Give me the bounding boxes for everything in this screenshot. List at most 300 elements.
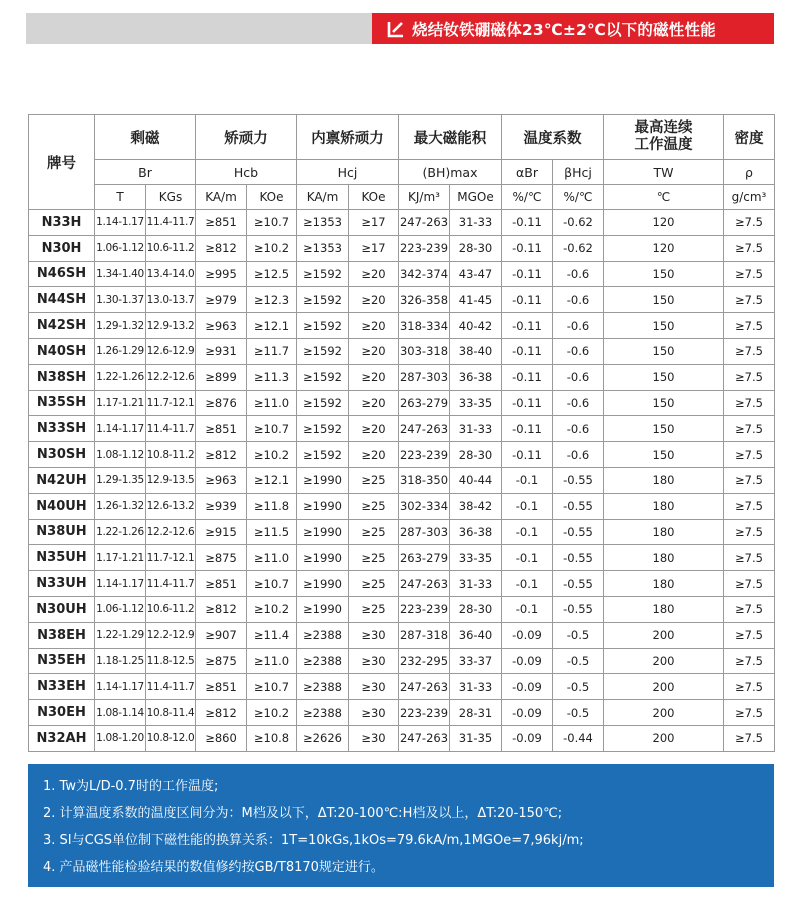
br-kgs-cell: 11.4-11.7: [146, 210, 196, 236]
rho-symbol: ρ: [724, 160, 775, 185]
hcj-koe-cell: ≥30: [349, 700, 399, 726]
density-cell: ≥7.5: [724, 674, 775, 700]
header-row-groups: [29, 115, 775, 160]
br-kgs-cell: 11.7-12.1: [146, 390, 196, 416]
hcj-kam-cell: ≥1990: [297, 596, 349, 622]
hcj-kam-cell: ≥1592: [297, 313, 349, 339]
hcb-kam-cell: ≥860: [196, 725, 247, 751]
beta-hcj-cell: -0.6: [553, 390, 604, 416]
max-work-temp-cell: 120: [604, 210, 724, 236]
bhmax-kjm3-cell: 247-263: [399, 416, 450, 442]
table-row: [29, 390, 775, 416]
bhmax-kjm3-cell: 223-239: [399, 700, 450, 726]
bhmax-mgoe-cell: 33-37: [450, 648, 502, 674]
max-work-temp-cell: 150: [604, 390, 724, 416]
density-cell: ≥7.5: [724, 390, 775, 416]
beta-hcj-cell: -0.55: [553, 519, 604, 545]
grade-cell: N35SH: [29, 390, 95, 416]
br-kgs-cell: 11.4-11.7: [146, 416, 196, 442]
max-work-temp-cell: 180: [604, 596, 724, 622]
grade-cell: N30EH: [29, 700, 95, 726]
hcb-kam-cell: ≥907: [196, 622, 247, 648]
hcj-koe-cell: ≥20: [349, 416, 399, 442]
hcb-kam-cell: ≥851: [196, 571, 247, 597]
alpha-br-cell: -0.11: [502, 364, 553, 390]
intrinsic-coercivity-header: 内禀矫顽力: [297, 115, 399, 160]
hcb-kam-cell: ≥812: [196, 235, 247, 261]
density-cell: ≥7.5: [724, 467, 775, 493]
bhmax-kjm3-cell: 318-350: [399, 467, 450, 493]
alpha-br-cell: -0.1: [502, 467, 553, 493]
hcj-koe-cell: ≥30: [349, 622, 399, 648]
hcb-koe-cell: ≥11.0: [247, 648, 297, 674]
table-body: [29, 210, 775, 752]
hcj-koe-cell: ≥20: [349, 442, 399, 468]
hcb-kam-cell: ≥915: [196, 519, 247, 545]
unit-gcm3: g/cm³: [724, 185, 775, 210]
bhmax-mgoe-cell: 40-44: [450, 467, 502, 493]
hcb-koe-cell: ≥11.8: [247, 493, 297, 519]
hcb-kam-cell: ≥931: [196, 338, 247, 364]
hcj-koe-cell: ≥25: [349, 545, 399, 571]
bhmax-symbol: (BH)max: [399, 160, 502, 185]
hcb-koe-cell: ≥11.7: [247, 338, 297, 364]
table-row: [29, 596, 775, 622]
grade-cell: N33UH: [29, 571, 95, 597]
hcj-kam-cell: ≥1592: [297, 364, 349, 390]
bhmax-mgoe-cell: 28-30: [450, 442, 502, 468]
hcj-kam-cell: ≥2388: [297, 648, 349, 674]
beta-hcj-cell: -0.5: [553, 700, 604, 726]
alpha-br-cell: -0.11: [502, 442, 553, 468]
hcj-koe-cell: ≥25: [349, 596, 399, 622]
max-work-temp-cell: 200: [604, 674, 724, 700]
table-row: [29, 235, 775, 261]
grade-cell: N32AH: [29, 725, 95, 751]
hcb-koe-cell: ≥10.2: [247, 235, 297, 261]
br-symbol: Br: [95, 160, 196, 185]
grade-cell: N35UH: [29, 545, 95, 571]
unit-alpha: %/℃: [502, 185, 553, 210]
unit-kam-hcj: KA/m: [297, 185, 349, 210]
br-tesla-cell: 1.08-1.20: [95, 725, 146, 751]
hcb-kam-cell: ≥899: [196, 364, 247, 390]
br-tesla-cell: 1.34-1.40: [95, 261, 146, 287]
beta-hcj-symbol: βHcj: [553, 160, 604, 185]
density-cell: ≥7.5: [724, 442, 775, 468]
beta-hcj-cell: -0.5: [553, 648, 604, 674]
remanence-header: 剩磁: [95, 115, 196, 160]
unit-kgs: KGs: [146, 185, 196, 210]
table-row: [29, 261, 775, 287]
density-cell: ≥7.5: [724, 493, 775, 519]
grade-cell: N30UH: [29, 596, 95, 622]
grade-cell: N46SH: [29, 261, 95, 287]
title-banner: [372, 13, 774, 44]
table-row: [29, 364, 775, 390]
table-row: [29, 467, 775, 493]
bhmax-mgoe-cell: 38-42: [450, 493, 502, 519]
max-work-temp-cell: 180: [604, 493, 724, 519]
density-cell: ≥7.5: [724, 648, 775, 674]
hcb-koe-cell: ≥10.2: [247, 700, 297, 726]
bhmax-mgoe-cell: 33-35: [450, 390, 502, 416]
hcb-kam-cell: ≥875: [196, 648, 247, 674]
bhmax-kjm3-cell: 223-239: [399, 596, 450, 622]
br-tesla-cell: 1.06-1.12: [95, 235, 146, 261]
beta-hcj-cell: -0.6: [553, 338, 604, 364]
bhmax-mgoe-cell: 38-40: [450, 338, 502, 364]
hcj-koe-cell: ≥20: [349, 390, 399, 416]
grade-cell: N44SH: [29, 287, 95, 313]
coercivity-header: 矫顽力: [196, 115, 297, 160]
hcj-kam-cell: ≥1592: [297, 416, 349, 442]
hcj-koe-cell: ≥20: [349, 261, 399, 287]
bhmax-kjm3-cell: 342-374: [399, 261, 450, 287]
br-kgs-cell: 10.8-12.0: [146, 725, 196, 751]
note-item: 2. 计算温度系数的温度区间分为：M档及以下，ΔT:20-100℃:H档及以上，ΔT:20-150℃;: [43, 806, 563, 821]
hcj-kam-cell: ≥2388: [297, 622, 349, 648]
table-row: [29, 313, 775, 339]
header-bar: [26, 13, 774, 44]
bhmax-kjm3-cell: 247-263: [399, 210, 450, 236]
hcj-kam-cell: ≥1990: [297, 519, 349, 545]
unit-t: T: [95, 185, 146, 210]
bhmax-mgoe-cell: 31-33: [450, 674, 502, 700]
bhmax-mgoe-cell: 31-35: [450, 725, 502, 751]
table-row: [29, 545, 775, 571]
hcb-koe-cell: ≥11.0: [247, 545, 297, 571]
bhmax-mgoe-cell: 31-33: [450, 416, 502, 442]
density-cell: ≥7.5: [724, 596, 775, 622]
alpha-br-cell: -0.11: [502, 313, 553, 339]
max-work-temp-cell: 180: [604, 467, 724, 493]
alpha-br-cell: -0.11: [502, 338, 553, 364]
alpha-br-cell: -0.11: [502, 390, 553, 416]
grade-cell: N40UH: [29, 493, 95, 519]
bhmax-mgoe-cell: 36-38: [450, 519, 502, 545]
unit-kam-hcb: KA/m: [196, 185, 247, 210]
max-work-temp-cell: 200: [604, 700, 724, 726]
beta-hcj-cell: -0.5: [553, 674, 604, 700]
hcj-kam-cell: ≥1990: [297, 545, 349, 571]
grade-cell: N33EH: [29, 674, 95, 700]
hcb-koe-cell: ≥12.3: [247, 287, 297, 313]
br-tesla-cell: 1.17-1.21: [95, 545, 146, 571]
table-row: [29, 622, 775, 648]
max-work-temp-cell: 200: [604, 622, 724, 648]
bhmax-mgoe-cell: 33-35: [450, 545, 502, 571]
bhmax-mgoe-cell: 36-40: [450, 622, 502, 648]
hcb-koe-cell: ≥11.0: [247, 390, 297, 416]
bhmax-mgoe-cell: 31-33: [450, 571, 502, 597]
alpha-br-cell: -0.11: [502, 287, 553, 313]
br-kgs-cell: 12.9-13.5: [146, 467, 196, 493]
br-tesla-cell: 1.14-1.17: [95, 571, 146, 597]
temperature-coefficient-header: 温度系数: [502, 115, 604, 160]
page-title: 烧结钕铁硼磁体23℃±2℃以下的磁性性能: [412, 20, 716, 39]
table-row: [29, 519, 775, 545]
alpha-br-cell: -0.11: [502, 416, 553, 442]
hcj-koe-cell: ≥20: [349, 338, 399, 364]
hcb-koe-cell: ≥10.7: [247, 674, 297, 700]
hcj-koe-cell: ≥17: [349, 235, 399, 261]
max-work-temp-cell: 150: [604, 338, 724, 364]
alpha-br-cell: -0.09: [502, 622, 553, 648]
grade-cell: N38UH: [29, 519, 95, 545]
hcb-koe-cell: ≥10.7: [247, 571, 297, 597]
density-cell: ≥7.5: [724, 725, 775, 751]
bhmax-mgoe-cell: 28-30: [450, 235, 502, 261]
br-kgs-cell: 11.4-11.7: [146, 674, 196, 700]
br-tesla-cell: 1.30-1.37: [95, 287, 146, 313]
max-work-temp-cell: 180: [604, 571, 724, 597]
table-row: [29, 674, 775, 700]
br-kgs-cell: 13.0-13.7: [146, 287, 196, 313]
beta-hcj-cell: -0.44: [553, 725, 604, 751]
max-work-temp-cell: 200: [604, 648, 724, 674]
hcb-kam-cell: ≥851: [196, 674, 247, 700]
br-kgs-cell: 11.7-12.1: [146, 545, 196, 571]
max-work-temp-cell: 150: [604, 313, 724, 339]
max-work-temp-cell: 150: [604, 442, 724, 468]
bhmax-kjm3-cell: 232-295: [399, 648, 450, 674]
hcb-koe-cell: ≥10.8: [247, 725, 297, 751]
bhmax-kjm3-cell: 287-303: [399, 519, 450, 545]
magnetic-properties-table: [28, 114, 775, 752]
density-cell: ≥7.5: [724, 313, 775, 339]
hcj-kam-cell: ≥1592: [297, 442, 349, 468]
bhmax-mgoe-cell: 40-42: [450, 313, 502, 339]
hcb-kam-cell: ≥812: [196, 700, 247, 726]
br-kgs-cell: 12.9-13.2: [146, 313, 196, 339]
beta-hcj-cell: -0.6: [553, 416, 604, 442]
beta-hcj-cell: -0.62: [553, 235, 604, 261]
bhmax-kjm3-cell: 263-279: [399, 390, 450, 416]
beta-hcj-cell: -0.55: [553, 545, 604, 571]
density-cell: ≥7.5: [724, 338, 775, 364]
bhmax-kjm3-cell: 247-263: [399, 674, 450, 700]
hcb-kam-cell: ≥963: [196, 467, 247, 493]
note-item: 1. Tw为L/D-0.7时的工作温度;: [43, 779, 219, 794]
hcb-kam-cell: ≥851: [196, 210, 247, 236]
notes-panel: [28, 764, 774, 887]
hcb-kam-cell: ≥995: [196, 261, 247, 287]
max-work-temp-cell: 180: [604, 519, 724, 545]
table-row: [29, 442, 775, 468]
hcb-kam-cell: ≥851: [196, 416, 247, 442]
max-energy-product-header: 最大磁能积: [399, 115, 502, 160]
br-tesla-cell: 1.26-1.29: [95, 338, 146, 364]
table-row: [29, 287, 775, 313]
br-kgs-cell: 12.6-12.9: [146, 338, 196, 364]
beta-hcj-cell: -0.6: [553, 313, 604, 339]
bhmax-kjm3-cell: 247-263: [399, 725, 450, 751]
alpha-br-cell: -0.11: [502, 210, 553, 236]
br-kgs-cell: 12.2-12.6: [146, 364, 196, 390]
alpha-br-cell: -0.1: [502, 519, 553, 545]
max-work-temp-cell: 120: [604, 235, 724, 261]
br-kgs-cell: 12.6-13.2: [146, 493, 196, 519]
hcb-koe-cell: ≥10.7: [247, 416, 297, 442]
alpha-br-cell: -0.11: [502, 235, 553, 261]
br-tesla-cell: 1.22-1.29: [95, 622, 146, 648]
br-kgs-cell: 10.6-11.2: [146, 235, 196, 261]
hcj-kam-cell: ≥2388: [297, 700, 349, 726]
bhmax-kjm3-cell: 247-263: [399, 571, 450, 597]
br-tesla-cell: 1.17-1.21: [95, 390, 146, 416]
hcj-koe-cell: ≥17: [349, 210, 399, 236]
hcj-kam-cell: ≥2388: [297, 674, 349, 700]
beta-hcj-cell: -0.6: [553, 442, 604, 468]
beta-hcj-cell: -0.55: [553, 596, 604, 622]
hcj-koe-cell: ≥25: [349, 519, 399, 545]
br-kgs-cell: 11.8-12.5: [146, 648, 196, 674]
hcj-kam-cell: ≥1592: [297, 338, 349, 364]
alpha-br-cell: -0.1: [502, 596, 553, 622]
table-row: [29, 210, 775, 236]
max-work-temp-cell: 150: [604, 416, 724, 442]
unit-koe-hcb: KOe: [247, 185, 297, 210]
alpha-br-cell: -0.1: [502, 493, 553, 519]
bhmax-kjm3-cell: 223-239: [399, 442, 450, 468]
alpha-br-cell: -0.09: [502, 725, 553, 751]
table-row: [29, 338, 775, 364]
alpha-br-symbol: αBr: [502, 160, 553, 185]
hcb-kam-cell: ≥979: [196, 287, 247, 313]
beta-hcj-cell: -0.5: [553, 622, 604, 648]
br-tesla-cell: 1.26-1.32: [95, 493, 146, 519]
grade-header: 牌号: [29, 115, 95, 210]
density-cell: ≥7.5: [724, 571, 775, 597]
br-tesla-cell: 1.18-1.25: [95, 648, 146, 674]
bhmax-kjm3-cell: 287-303: [399, 364, 450, 390]
hcb-koe-cell: ≥12.5: [247, 261, 297, 287]
hcj-kam-cell: ≥1592: [297, 261, 349, 287]
hcb-koe-cell: ≥10.2: [247, 596, 297, 622]
alpha-br-cell: -0.11: [502, 261, 553, 287]
hcb-koe-cell: ≥12.1: [247, 467, 297, 493]
density-cell: ≥7.5: [724, 545, 775, 571]
grade-cell: N42UH: [29, 467, 95, 493]
hcj-koe-cell: ≥30: [349, 674, 399, 700]
grade-cell: N33H: [29, 210, 95, 236]
beta-hcj-cell: -0.55: [553, 493, 604, 519]
hcj-kam-cell: ≥1353: [297, 210, 349, 236]
br-tesla-cell: 1.14-1.17: [95, 210, 146, 236]
alpha-br-cell: -0.1: [502, 571, 553, 597]
hcb-kam-cell: ≥812: [196, 596, 247, 622]
grade-cell: N30SH: [29, 442, 95, 468]
bhmax-kjm3-cell: 287-318: [399, 622, 450, 648]
hcj-kam-cell: ≥1990: [297, 571, 349, 597]
max-work-temp-cell: 200: [604, 725, 724, 751]
hcj-kam-cell: ≥2626: [297, 725, 349, 751]
table-row: [29, 648, 775, 674]
header-row-units: [29, 185, 775, 210]
br-kgs-cell: 10.8-11.2: [146, 442, 196, 468]
hcj-symbol: Hcj: [297, 160, 399, 185]
hcj-koe-cell: ≥30: [349, 725, 399, 751]
br-kgs-cell: 11.4-11.7: [146, 571, 196, 597]
table-row: [29, 416, 775, 442]
grade-cell: N30H: [29, 235, 95, 261]
bhmax-mgoe-cell: 43-47: [450, 261, 502, 287]
table-row: [29, 571, 775, 597]
max-working-temperature-header: 最高连续工作温度: [604, 115, 724, 160]
beta-hcj-cell: -0.62: [553, 210, 604, 236]
unit-mgoe: MGOe: [450, 185, 502, 210]
hcj-kam-cell: ≥1592: [297, 390, 349, 416]
density-cell: ≥7.5: [724, 519, 775, 545]
hcb-koe-cell: ≥12.1: [247, 313, 297, 339]
bhmax-mgoe-cell: 28-31: [450, 700, 502, 726]
br-kgs-cell: 12.2-12.9: [146, 622, 196, 648]
hcj-koe-cell: ≥25: [349, 493, 399, 519]
max-work-temp-cell: 150: [604, 364, 724, 390]
density-cell: ≥7.5: [724, 261, 775, 287]
hcb-koe-cell: ≥11.4: [247, 622, 297, 648]
hcb-kam-cell: ≥876: [196, 390, 247, 416]
alpha-br-cell: -0.09: [502, 674, 553, 700]
br-kgs-cell: 13.4-14.0: [146, 261, 196, 287]
note-item: 3. SI与CGS单位制下磁性能的换算关系：1T=10kGs,1kOs=79.6kA/m,1MGOe=7,96kj/m;: [43, 833, 584, 848]
red-corner-mark-icon: [387, 20, 405, 38]
br-tesla-cell: 1.14-1.17: [95, 416, 146, 442]
bhmax-kjm3-cell: 223-239: [399, 235, 450, 261]
grade-cell: N38EH: [29, 622, 95, 648]
bhmax-kjm3-cell: 302-334: [399, 493, 450, 519]
unit-koe-hcj: KOe: [349, 185, 399, 210]
hcj-koe-cell: ≥20: [349, 287, 399, 313]
hcb-koe-cell: ≥11.5: [247, 519, 297, 545]
hcb-symbol: Hcb: [196, 160, 297, 185]
unit-kjm3: KJ/m³: [399, 185, 450, 210]
grade-cell: N42SH: [29, 313, 95, 339]
alpha-br-cell: -0.1: [502, 545, 553, 571]
br-tesla-cell: 1.29-1.35: [95, 467, 146, 493]
hcj-koe-cell: ≥25: [349, 571, 399, 597]
hcj-koe-cell: ≥20: [349, 364, 399, 390]
grade-cell: N33SH: [29, 416, 95, 442]
hcb-koe-cell: ≥10.2: [247, 442, 297, 468]
hcj-kam-cell: ≥1990: [297, 493, 349, 519]
density-cell: ≥7.5: [724, 364, 775, 390]
max-work-temp-cell: 150: [604, 261, 724, 287]
header-row-symbols: [29, 160, 775, 185]
grade-cell: N40SH: [29, 338, 95, 364]
density-cell: ≥7.5: [724, 622, 775, 648]
unit-beta: %/℃: [553, 185, 604, 210]
beta-hcj-cell: -0.6: [553, 364, 604, 390]
density-header: 密度: [724, 115, 775, 160]
hcj-kam-cell: ≥1353: [297, 235, 349, 261]
br-kgs-cell: 10.6-11.2: [146, 596, 196, 622]
bhmax-mgoe-cell: 36-38: [450, 364, 502, 390]
bhmax-mgoe-cell: 28-30: [450, 596, 502, 622]
beta-hcj-cell: -0.55: [553, 467, 604, 493]
bhmax-kjm3-cell: 303-318: [399, 338, 450, 364]
br-kgs-cell: 10.8-11.4: [146, 700, 196, 726]
br-tesla-cell: 1.14-1.17: [95, 674, 146, 700]
br-tesla-cell: 1.22-1.26: [95, 364, 146, 390]
max-work-temp-cell: 150: [604, 287, 724, 313]
bhmax-kjm3-cell: 326-358: [399, 287, 450, 313]
density-cell: ≥7.5: [724, 700, 775, 726]
bhmax-kjm3-cell: 318-334: [399, 313, 450, 339]
hcb-kam-cell: ≥812: [196, 442, 247, 468]
hcj-kam-cell: ≥1990: [297, 467, 349, 493]
